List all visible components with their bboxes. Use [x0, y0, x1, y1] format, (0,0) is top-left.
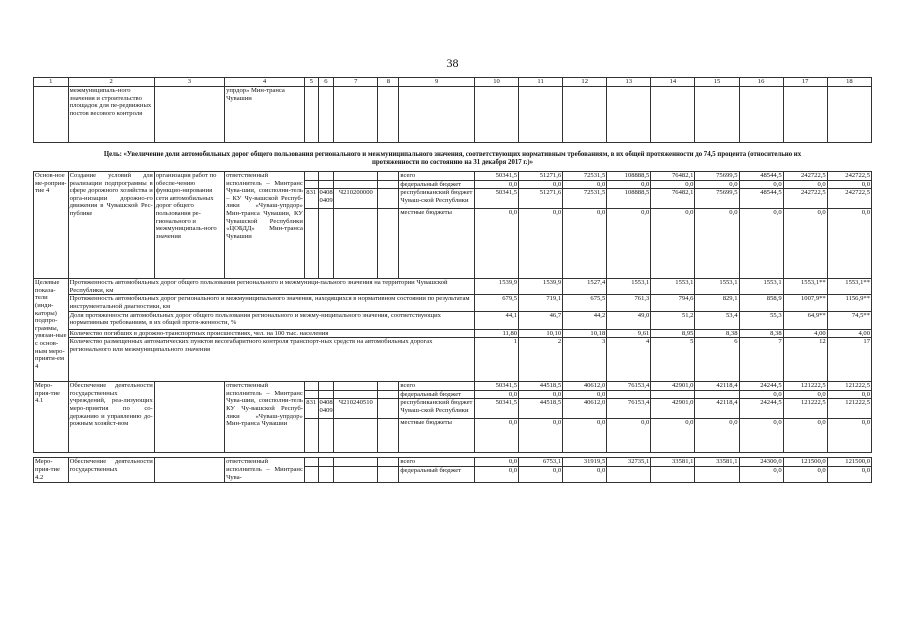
year-value: 242722,5: [783, 172, 827, 181]
table-cell: [378, 382, 399, 391]
table-cell: [304, 180, 318, 189]
year-value: 0,0: [695, 419, 739, 453]
year-value: 48544,5: [739, 189, 783, 209]
indicator-value: 1553,1: [739, 279, 783, 295]
measure-4-1-row: [34, 382, 872, 391]
indicator-name: Количество размещенных автоматических пунктов весогабаритного контроля транспорт-ных средств на автомобильных дорогах регионального или межмуниципального значения: [68, 338, 474, 382]
measure-4-2-work: [154, 458, 224, 483]
main-measure-4-row: [34, 172, 872, 181]
year-value: [607, 390, 651, 399]
year-value: 0,0: [563, 390, 607, 399]
targets-label: Целевые показа-тели (инди-каторы) подпро-граммы, увязан-ные с основ-ным меро-прияти-ем 4: [34, 279, 69, 382]
goal-row: [34, 143, 872, 172]
table-cell: [474, 87, 518, 143]
indicator-name: Протяженность автомобильных дорог регионального и межмуниципального значения, находящихся в нормативном состоянии по результатам инструментальной диагностики, км: [68, 295, 474, 311]
table-cell: [334, 466, 378, 482]
year-value: 0,0: [519, 390, 563, 399]
year-value: 0,0: [519, 180, 563, 189]
column-header: 1: [34, 78, 69, 87]
code-expense-type: [378, 399, 399, 419]
year-value: 24244,5: [739, 382, 783, 391]
target-row: [34, 329, 872, 338]
column-header: 12: [563, 78, 607, 87]
code-section: 0408 0409: [318, 399, 334, 419]
year-value: 40612,0: [563, 382, 607, 391]
year-value: 72531,5: [563, 189, 607, 209]
year-value: 0,0: [519, 466, 563, 482]
indicator-name: Протяженность автомобильных дорог общего пользования регионального и межмуници-пального значения на территории Чувашской Республики, км: [68, 279, 474, 295]
year-value: 0,0: [607, 419, 651, 453]
year-value: 0,0: [607, 180, 651, 189]
table-cell: [318, 209, 334, 279]
table-cell: [304, 466, 318, 482]
year-value: 76153,4: [607, 399, 651, 419]
indicator-value: 858,9: [739, 295, 783, 311]
indicator-value: 11,80: [474, 329, 518, 338]
table-cell: [378, 209, 399, 279]
funding-source: республиканский бюджет Чуваш-ской Республики: [399, 399, 475, 419]
executor-cell: упрдор» Мин-транса Чувашии: [225, 87, 305, 143]
goal-text: Цель: «Увеличение доли автомобильных дорог общего пользования регионального и межмуниципального значения, соответствующих нормативным требованиям, в их общей протяженности до 74,5 процента (относительно их протяженности по состоянию на 31 декабря 2017 г.)»: [34, 143, 872, 172]
indicator-value: 53,4: [695, 311, 739, 329]
indicator-value: 51,2: [651, 311, 695, 329]
year-value: 44518,5: [519, 382, 563, 391]
indicator-value: 10,10: [519, 329, 563, 338]
indicator-value: 55,3: [739, 311, 783, 329]
year-value: 242722,5: [783, 189, 827, 209]
year-value: [695, 466, 739, 482]
funding-source: республиканский бюджет Чуваш-ской Республики: [399, 189, 475, 209]
continuation-row: [34, 87, 872, 143]
year-value: 75699,5: [695, 189, 739, 209]
indicator-value: 1553,1**: [827, 279, 871, 295]
indicator-value: 6: [695, 338, 739, 382]
year-value: 0,0: [827, 390, 871, 399]
table-cell: [334, 382, 378, 391]
target-row: [34, 295, 872, 311]
year-value: 242722,5: [827, 172, 871, 181]
year-value: 50341,5: [474, 189, 518, 209]
column-header: 2: [68, 78, 154, 87]
indicator-value: 8,38: [695, 329, 739, 338]
table-cell: [827, 87, 871, 143]
column-header: 9: [399, 78, 475, 87]
year-value: 48544,5: [739, 172, 783, 181]
year-value: 0,0: [695, 180, 739, 189]
code-target-article: Ч210240510: [334, 399, 378, 419]
indicator-value: 8,95: [651, 329, 695, 338]
year-value: 6753,1: [519, 458, 563, 467]
column-header: 6: [318, 78, 334, 87]
code-target-article: [334, 458, 378, 467]
code-section: 0408 0409: [318, 189, 334, 209]
table-cell: [318, 180, 334, 189]
table-cell: [783, 87, 827, 143]
table-cell: [334, 172, 378, 181]
program-table: [33, 77, 872, 483]
year-value: 0,0: [474, 209, 518, 279]
table-cell: [378, 466, 399, 482]
table-cell: [304, 87, 318, 143]
measure-name-cell: межмуниципаль-ного значения и строительство площадок для пе-редвижных постов весового контроля: [68, 87, 154, 143]
column-header: 5: [304, 78, 318, 87]
column-header: 15: [695, 78, 739, 87]
measure-4-1-title: Меро-прия-тие 4.1: [34, 382, 69, 453]
year-value: 42118,4: [695, 382, 739, 391]
indicator-value: 1: [474, 338, 518, 382]
year-value: 33581,1: [695, 458, 739, 467]
year-value: 0,0: [695, 209, 739, 279]
year-value: 0,0: [827, 209, 871, 279]
year-value: 24244,5: [739, 399, 783, 419]
funding-source: всего: [399, 458, 475, 467]
code-grbs: 831: [304, 399, 318, 419]
year-value: 0,0: [783, 419, 827, 453]
target-row: [34, 279, 872, 295]
main-measure-4-name: Создание условий для реализации подпрограммы в сфере дорожного хозяйства и орга-низации дорожно-го движения в Чувашской Рес-публике: [68, 172, 154, 279]
year-value: 0,0: [607, 209, 651, 279]
code-grbs: 831: [304, 189, 318, 209]
page-number: 38: [446, 56, 459, 70]
table-cell: [378, 172, 399, 181]
indicator-value: 794,6: [651, 295, 695, 311]
table-cell: [334, 209, 378, 279]
year-value: 0,0: [827, 466, 871, 482]
year-value: 0,0: [783, 209, 827, 279]
table-cell: [304, 390, 318, 399]
year-value: 0,0: [651, 419, 695, 453]
year-value: 0,0: [474, 390, 518, 399]
table-cell: [651, 87, 695, 143]
indicator-value: 1539,9: [474, 279, 518, 295]
table-cell: [607, 87, 651, 143]
code-grbs: [304, 458, 318, 467]
table-cell: [318, 382, 334, 391]
table-cell: [154, 87, 224, 143]
column-header: 4: [225, 78, 305, 87]
funding-source: федеральный бюджет: [399, 390, 475, 399]
year-value: 242722,5: [827, 189, 871, 209]
year-value: 72531,5: [563, 172, 607, 181]
year-value: 42901,0: [651, 399, 695, 419]
code-expense-type: [378, 189, 399, 209]
year-value: 0,0: [519, 209, 563, 279]
year-value: 121222,5: [827, 399, 871, 419]
table-cell: [334, 87, 378, 143]
year-value: 0,0: [651, 180, 695, 189]
column-header: 16: [739, 78, 783, 87]
code-expense-type: [378, 458, 399, 467]
year-value: 121500,0: [827, 458, 871, 467]
indicator-value: 679,5: [474, 295, 518, 311]
table-cell: [563, 87, 607, 143]
indicator-value: 44,1: [474, 311, 518, 329]
funding-source: федеральный бюджет: [399, 180, 475, 189]
table-cell: [318, 172, 334, 181]
table-cell: [334, 390, 378, 399]
indicator-name: Доля протяженности автомобильных дорог общего пользования регионального и межму-ниципального значения, соответствующих нормативным требованиям, в их общей протя-женности, %: [68, 311, 474, 329]
table-cell: [378, 390, 399, 399]
table-cell: [695, 87, 739, 143]
year-value: 0,0: [739, 390, 783, 399]
table-cell: [318, 390, 334, 399]
measure-4-2-executor: ответственный исполнитель – Минтранс Чува-: [226, 458, 303, 481]
indicator-value: 49,0: [607, 311, 651, 329]
indicator-value: 1553,1: [607, 279, 651, 295]
column-header: 14: [651, 78, 695, 87]
indicator-value: 1156,9**: [827, 295, 871, 311]
column-header: 8: [378, 78, 399, 87]
table-cell: [304, 382, 318, 391]
main-measure-4-work: организация работ по обеспе-чению функцио-нирования сети автомобильных дорог общего пользования ре-гионального и межмуниципаль-ного значения: [154, 172, 224, 279]
indicator-value: 1539,9: [519, 279, 563, 295]
indicator-value: 17: [827, 338, 871, 382]
year-value: 0,0: [563, 180, 607, 189]
year-value: 121222,5: [827, 382, 871, 391]
year-value: 0,0: [827, 419, 871, 453]
funding-source: всего: [399, 382, 475, 391]
funding-source: местные бюджеты: [399, 419, 475, 453]
main-measure-4-title: Основ-ное ме-роприя-тие 4: [34, 172, 69, 279]
year-value: 0,0: [739, 466, 783, 482]
indicator-value: 675,5: [563, 295, 607, 311]
year-value: 0,0: [474, 180, 518, 189]
table-cell: [304, 209, 318, 279]
indicator-value: 4,00: [827, 329, 871, 338]
code-target-article: Ч210200000: [334, 189, 378, 209]
funding-source: федеральный бюджет: [399, 466, 475, 482]
indicator-value: 761,3: [607, 295, 651, 311]
year-value: 121500,0: [783, 458, 827, 467]
year-value: 50341,5: [474, 172, 518, 181]
table-cell: [399, 87, 475, 143]
measure-4-1-work: [154, 382, 224, 453]
year-value: [695, 390, 739, 399]
year-value: 0,0: [783, 180, 827, 189]
indicator-value: 1007,9**: [783, 295, 827, 311]
column-header: 3: [154, 78, 224, 87]
year-value: 76482,1: [651, 189, 695, 209]
indicator-value: 46,7: [519, 311, 563, 329]
year-value: 0,0: [474, 419, 518, 453]
measure-4-2-title: Меро-прия-тие 4.2: [34, 458, 69, 483]
column-header: 7: [334, 78, 378, 87]
year-value: 0,0: [474, 458, 518, 467]
year-value: 40612,0: [563, 399, 607, 419]
year-value: 0,0: [827, 180, 871, 189]
column-header: 17: [783, 78, 827, 87]
indicator-value: 12: [783, 338, 827, 382]
indicator-value: 4: [607, 338, 651, 382]
year-value: 24300,0: [739, 458, 783, 467]
year-value: 50341,5: [474, 382, 518, 391]
year-value: 0,0: [519, 419, 563, 453]
indicator-value: 4,00: [783, 329, 827, 338]
indicator-value: 3: [563, 338, 607, 382]
table-cell: [334, 419, 378, 453]
year-value: 42901,0: [651, 382, 695, 391]
indicator-value: 1527,4: [563, 279, 607, 295]
funding-source: всего: [399, 172, 475, 181]
table-cell: [304, 419, 318, 453]
table-cell: [318, 466, 334, 482]
year-value: 0,0: [739, 419, 783, 453]
year-value: 76482,1: [651, 172, 695, 181]
indicator-value: 719,1: [519, 295, 563, 311]
table-cell: [378, 180, 399, 189]
year-value: 51271,6: [519, 172, 563, 181]
table-cell: [318, 419, 334, 453]
year-value: 76153,4: [607, 382, 651, 391]
measure-4-1-name: Обеспечение деятельности государственных учреждений, реа-лизующих меро-приятия по со-держанию и управлению до-рожным хозяйст-вом: [68, 382, 154, 453]
year-value: 0,0: [563, 419, 607, 453]
column-header: 13: [607, 78, 651, 87]
main-measure-4-executor: ответственный исполнитель – Минтранс Чува-шии, соисполни-тель – КУ Чу-вашской Респуб-лики «Чуваш-упрдор» Мин-транса Чувашии, КУ Чувашской Республики «ЦОБДД» Мин-транса Чувашии: [225, 172, 305, 279]
year-value: 0,0: [783, 466, 827, 482]
indicator-value: 2: [519, 338, 563, 382]
year-value: 32735,1: [607, 458, 651, 467]
year-value: 0,0: [563, 466, 607, 482]
indicator-value: 5: [651, 338, 695, 382]
indicator-value: 9,61: [607, 329, 651, 338]
indicator-value: 64,9**: [783, 311, 827, 329]
year-value: [607, 466, 651, 482]
funding-source: местные бюджеты: [399, 209, 475, 279]
header-row: [34, 78, 872, 87]
code-section: [318, 458, 334, 467]
measure-4-2-row: [34, 458, 872, 467]
year-value: 0,0: [783, 390, 827, 399]
year-value: 42118,4: [695, 399, 739, 419]
table-cell: [318, 87, 334, 143]
indicator-value: 74,5**: [827, 311, 871, 329]
year-value: 108888,5: [607, 172, 651, 181]
indicator-name: Количество погибших в дорожно-транспортных происшествиях, чел. на 100 тыс. населения: [68, 329, 474, 338]
indicator-value: 1553,1: [695, 279, 739, 295]
table-cell: [519, 87, 563, 143]
target-row: [34, 338, 872, 382]
year-value: 51271,6: [519, 189, 563, 209]
year-value: 121222,5: [783, 399, 827, 419]
measure-4-1-executor: ответственный исполнитель – Минтранс Чува-шии, соисполни-тель КУ Чу-вашской Респуб-лики «Чуваш-упрдор» Мин-транса Чувашии: [225, 382, 305, 453]
year-value: 0,0: [563, 209, 607, 279]
year-value: 44518,5: [519, 399, 563, 419]
year-value: 121222,5: [783, 382, 827, 391]
table-cell: [304, 172, 318, 181]
measure-4-2-name: Обеспечение деятельности государственных: [68, 458, 154, 483]
year-value: 75699,5: [695, 172, 739, 181]
table-cell: [334, 180, 378, 189]
year-value: [651, 390, 695, 399]
column-header: 10: [474, 78, 518, 87]
year-value: 0,0: [651, 209, 695, 279]
column-header: 11: [519, 78, 563, 87]
indicator-value: 829,1: [695, 295, 739, 311]
year-value: [651, 466, 695, 482]
indicator-value: 1553,1: [651, 279, 695, 295]
year-value: 33581,1: [651, 458, 695, 467]
indicator-value: 44,2: [563, 311, 607, 329]
table-cell: [34, 87, 69, 143]
year-value: 0,0: [474, 466, 518, 482]
indicator-value: 1553,1**: [783, 279, 827, 295]
year-value: 0,0: [739, 209, 783, 279]
table-cell: [378, 87, 399, 143]
year-value: 50341,5: [474, 399, 518, 419]
indicator-value: 7: [739, 338, 783, 382]
table-cell: [378, 419, 399, 453]
indicator-value: 10,18: [563, 329, 607, 338]
year-value: 0,0: [739, 180, 783, 189]
indicator-value: 8,38: [739, 329, 783, 338]
target-row: [34, 311, 872, 329]
column-header: 18: [827, 78, 871, 87]
year-value: 108888,5: [607, 189, 651, 209]
year-value: 31919,5: [563, 458, 607, 467]
table-cell: [739, 87, 783, 143]
